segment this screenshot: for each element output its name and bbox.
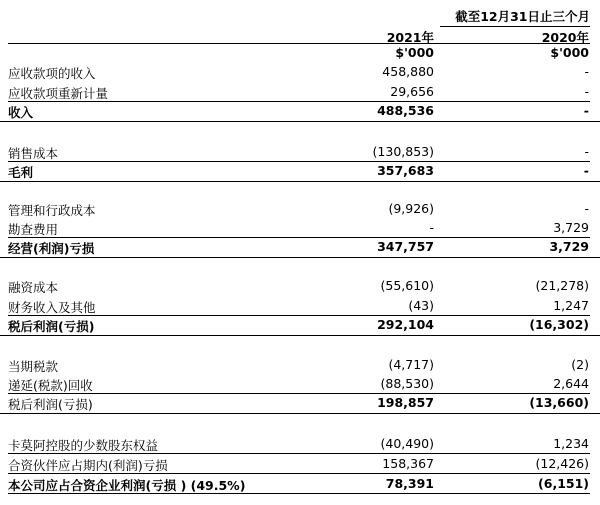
value-2021: 29,656 xyxy=(390,84,434,99)
value-2020: 3,729 xyxy=(553,220,589,235)
value-2021: (4,717) xyxy=(388,357,434,372)
row-label: 勘查费用 xyxy=(8,222,59,237)
value-2020: (6,151) xyxy=(538,476,589,491)
row-label: 递延(税款)回收 xyxy=(8,378,93,393)
table-row-total xyxy=(0,393,600,414)
value-2020: - xyxy=(584,64,589,79)
row-label: 财务收入及其他 xyxy=(8,300,96,315)
value-2020: (12,426) xyxy=(535,456,589,471)
unit-header-2020: $'000 xyxy=(550,45,589,60)
table-row-total xyxy=(0,161,600,182)
header-rule xyxy=(8,43,590,44)
table-row xyxy=(0,218,600,238)
bottom-rule xyxy=(8,493,590,494)
row-label: 卡莫阿控股的少数股东权益 xyxy=(8,438,159,453)
value-2021: (40,490) xyxy=(380,436,434,451)
value-2021: 347,757 xyxy=(377,239,434,254)
table-row xyxy=(0,62,600,82)
row-label: 合资伙伴应占期内(利润)亏损 xyxy=(8,458,168,473)
value-2020: (16,302) xyxy=(529,317,589,332)
row-label: 销售成本 xyxy=(8,146,59,161)
table-row xyxy=(0,296,600,316)
table-row xyxy=(0,142,600,162)
value-2021: 292,104 xyxy=(377,317,434,332)
table-row xyxy=(0,374,600,394)
table-row-total xyxy=(0,315,600,336)
table-row xyxy=(0,276,600,296)
value-2021: 458,880 xyxy=(382,64,434,79)
value-2020: 3,729 xyxy=(549,239,589,254)
table-row xyxy=(0,82,600,102)
value-2020: - xyxy=(584,201,589,216)
value-2020: 1,234 xyxy=(553,436,589,451)
value-2020: (13,660) xyxy=(529,395,589,410)
value-2020: (21,278) xyxy=(535,278,589,293)
value-2021: (130,853) xyxy=(372,144,434,159)
row-label: 税后利润(亏损) xyxy=(8,397,93,412)
row-label: 经营(利润)亏损 xyxy=(8,241,95,256)
value-2021: (9,926) xyxy=(388,201,434,216)
value-2021: 198,857 xyxy=(377,395,434,410)
value-2021: 158,367 xyxy=(382,456,434,471)
table-row xyxy=(0,434,600,454)
row-label: 应收款项重新计量 xyxy=(8,86,109,101)
value-2020: - xyxy=(584,144,589,159)
column-header-2021: 2021年 xyxy=(386,30,434,45)
value-2020: 2,644 xyxy=(553,376,589,391)
row-label: 管理和行政成本 xyxy=(8,203,96,218)
value-2021: (55,610) xyxy=(380,278,434,293)
value-2021: (43) xyxy=(408,298,434,313)
row-label: 收入 xyxy=(8,105,34,120)
value-2021: (88,530) xyxy=(380,376,434,391)
value-2021: 357,683 xyxy=(377,163,434,178)
table-row xyxy=(0,355,600,375)
value-2020: - xyxy=(583,163,589,178)
row-label: 应收款项的收入 xyxy=(8,66,96,81)
row-label: 当期税款 xyxy=(8,359,59,374)
column-header-2020: 2020年 xyxy=(541,30,589,45)
table-row-total xyxy=(0,237,600,258)
value-2020: - xyxy=(583,103,589,118)
table-row xyxy=(0,454,600,474)
unit-header-2021: $'000 xyxy=(395,45,434,60)
value-2020: (2) xyxy=(571,357,589,372)
period-header: 截至12月31日止三个月 xyxy=(455,9,590,24)
value-2020: - xyxy=(584,84,589,99)
row-label: 税后利润(亏损) xyxy=(8,319,95,334)
row-label: 融资成本 xyxy=(8,280,59,295)
value-2021: 78,391 xyxy=(385,476,434,491)
value-2021: 488,536 xyxy=(377,103,434,118)
value-2021: - xyxy=(429,220,434,235)
table-row-total xyxy=(0,101,600,122)
value-2020: 1,247 xyxy=(553,298,589,313)
row-label: 毛利 xyxy=(8,165,34,180)
table-row xyxy=(0,199,600,219)
table-row-total xyxy=(0,474,600,494)
row-label: 本公司应占合资企业利润(亏损 ) (49.5%) xyxy=(8,478,246,493)
period-header-rule xyxy=(440,26,590,27)
